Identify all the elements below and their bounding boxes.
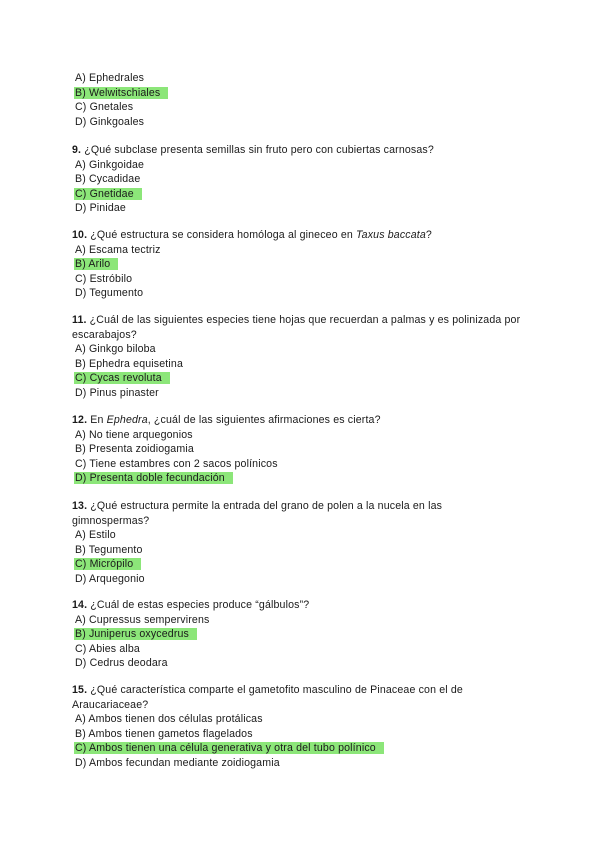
option-a[interactable]: A) Ephedrales — [75, 72, 145, 84]
correct-answer-highlight: B) Juniperus oxycedrus — [74, 628, 197, 640]
correct-answer-highlight: B) Arilo — [74, 258, 118, 270]
correct-answer-highlight: D) Presenta doble fecundación — [74, 472, 233, 484]
option-d-correct[interactable] — [72, 471, 542, 486]
correct-answer-highlight: C) Micrópilo — [74, 558, 141, 570]
question-9 — [72, 143, 542, 216]
option-d[interactable]: D) Ginkgoales — [75, 115, 145, 128]
question-stem: 14. ¿Cuál de estas especies produce “gálbulos”? — [72, 599, 310, 611]
question-stem-continued: escarabajos? — [72, 328, 137, 341]
option-a[interactable]: A) Ambos tienen dos células protálicas — [75, 713, 263, 726]
option-b[interactable]: B) Tegumento — [75, 543, 143, 556]
option-c-correct[interactable] — [72, 741, 542, 756]
option-a[interactable]: A) Estilo — [75, 529, 116, 542]
question-stem: 12. En Ephedra, ¿cuál de las siguientes afirmaciones es cierta? — [72, 414, 381, 426]
question-10 — [72, 228, 542, 301]
option-c[interactable]: C) Gnetales — [75, 101, 134, 114]
option-b[interactable]: B) Presenta zoidiogamia — [75, 443, 194, 456]
question-number: 12. — [72, 414, 88, 426]
correct-answer-highlight: C) Cycas revoluta — [74, 372, 170, 384]
option-b[interactable]: B) Cycadidae — [75, 173, 141, 186]
option-d[interactable]: D) Arquegonio — [75, 572, 145, 585]
question-15 — [72, 683, 542, 771]
question-8-options — [72, 71, 542, 129]
question-11 — [72, 313, 542, 401]
option-a[interactable]: A) Ginkgo biloba — [75, 343, 156, 356]
option-c[interactable]: C) Tiene estambres con 2 sacos polínicos — [75, 457, 278, 470]
option-a[interactable]: A) Cupressus sempervirens — [75, 613, 210, 626]
question-number: 9. — [72, 144, 82, 156]
question-number: 13. — [72, 500, 88, 512]
option-a[interactable]: A) No tiene arquegonios — [75, 428, 193, 441]
option-c-correct[interactable] — [72, 371, 542, 386]
question-stem: 11. ¿Cuál de las siguientes especies tiene hojas que recuerdan a palmas y es polinizada por — [72, 314, 521, 326]
question-stem-continued: gimnospermas? — [72, 514, 150, 527]
option-b-correct[interactable] — [72, 627, 542, 642]
option-c-correct[interactable] — [72, 557, 542, 572]
question-stem: 9. ¿Qué subclase presenta semillas sin fruto pero con cubiertas carnosas? — [72, 144, 434, 156]
question-number: 11. — [72, 314, 87, 326]
correct-answer-highlight: C) Ambos tienen una célula generativa y otra del tubo polínico — [74, 742, 384, 754]
question-13 — [72, 499, 542, 587]
option-c-correct[interactable] — [72, 187, 542, 202]
option-a[interactable]: A) Escama tectriz — [75, 243, 161, 256]
option-b-correct[interactable] — [72, 257, 542, 272]
correct-answer-highlight: B) Welwitschiales — [74, 87, 168, 99]
option-b[interactable]: B) Ambos tienen gametos flagelados — [75, 727, 253, 740]
option-b-correct[interactable] — [72, 86, 542, 101]
option-d[interactable]: D) Pinus pinaster — [75, 386, 159, 399]
correct-answer-highlight: C) Gnetidae — [74, 188, 142, 200]
option-c[interactable]: C) Estróbilo — [75, 272, 133, 285]
question-stem: 10. ¿Qué estructura se considera homóloga al gineceo en Taxus baccata? — [72, 229, 432, 241]
option-a[interactable]: A) Ginkgoidae — [75, 158, 145, 171]
question-number: 10. — [72, 229, 88, 241]
option-d[interactable]: D) Tegumento — [75, 287, 144, 300]
question-stem: 15. ¿Qué característica comparte el gametofito masculino de Pinaceae con el de — [72, 684, 463, 696]
question-stem: 13. ¿Qué estructura permite la entrada del grano de polen a la nucela en las — [72, 500, 443, 512]
question-14 — [72, 598, 542, 671]
option-c[interactable]: C) Abies alba — [75, 642, 140, 655]
option-b[interactable]: B) Ephedra equisetina — [75, 357, 183, 370]
question-number: 15. — [72, 684, 88, 696]
question-number: 14. — [72, 599, 88, 611]
option-d[interactable]: D) Ambos fecundan mediante zoidiogamia — [75, 756, 280, 769]
question-12 — [72, 413, 542, 486]
question-stem-continued: Araucariaceae? — [72, 698, 149, 711]
option-d[interactable]: D) Cedrus deodara — [75, 657, 168, 670]
option-d[interactable]: D) Pinidae — [75, 202, 126, 215]
